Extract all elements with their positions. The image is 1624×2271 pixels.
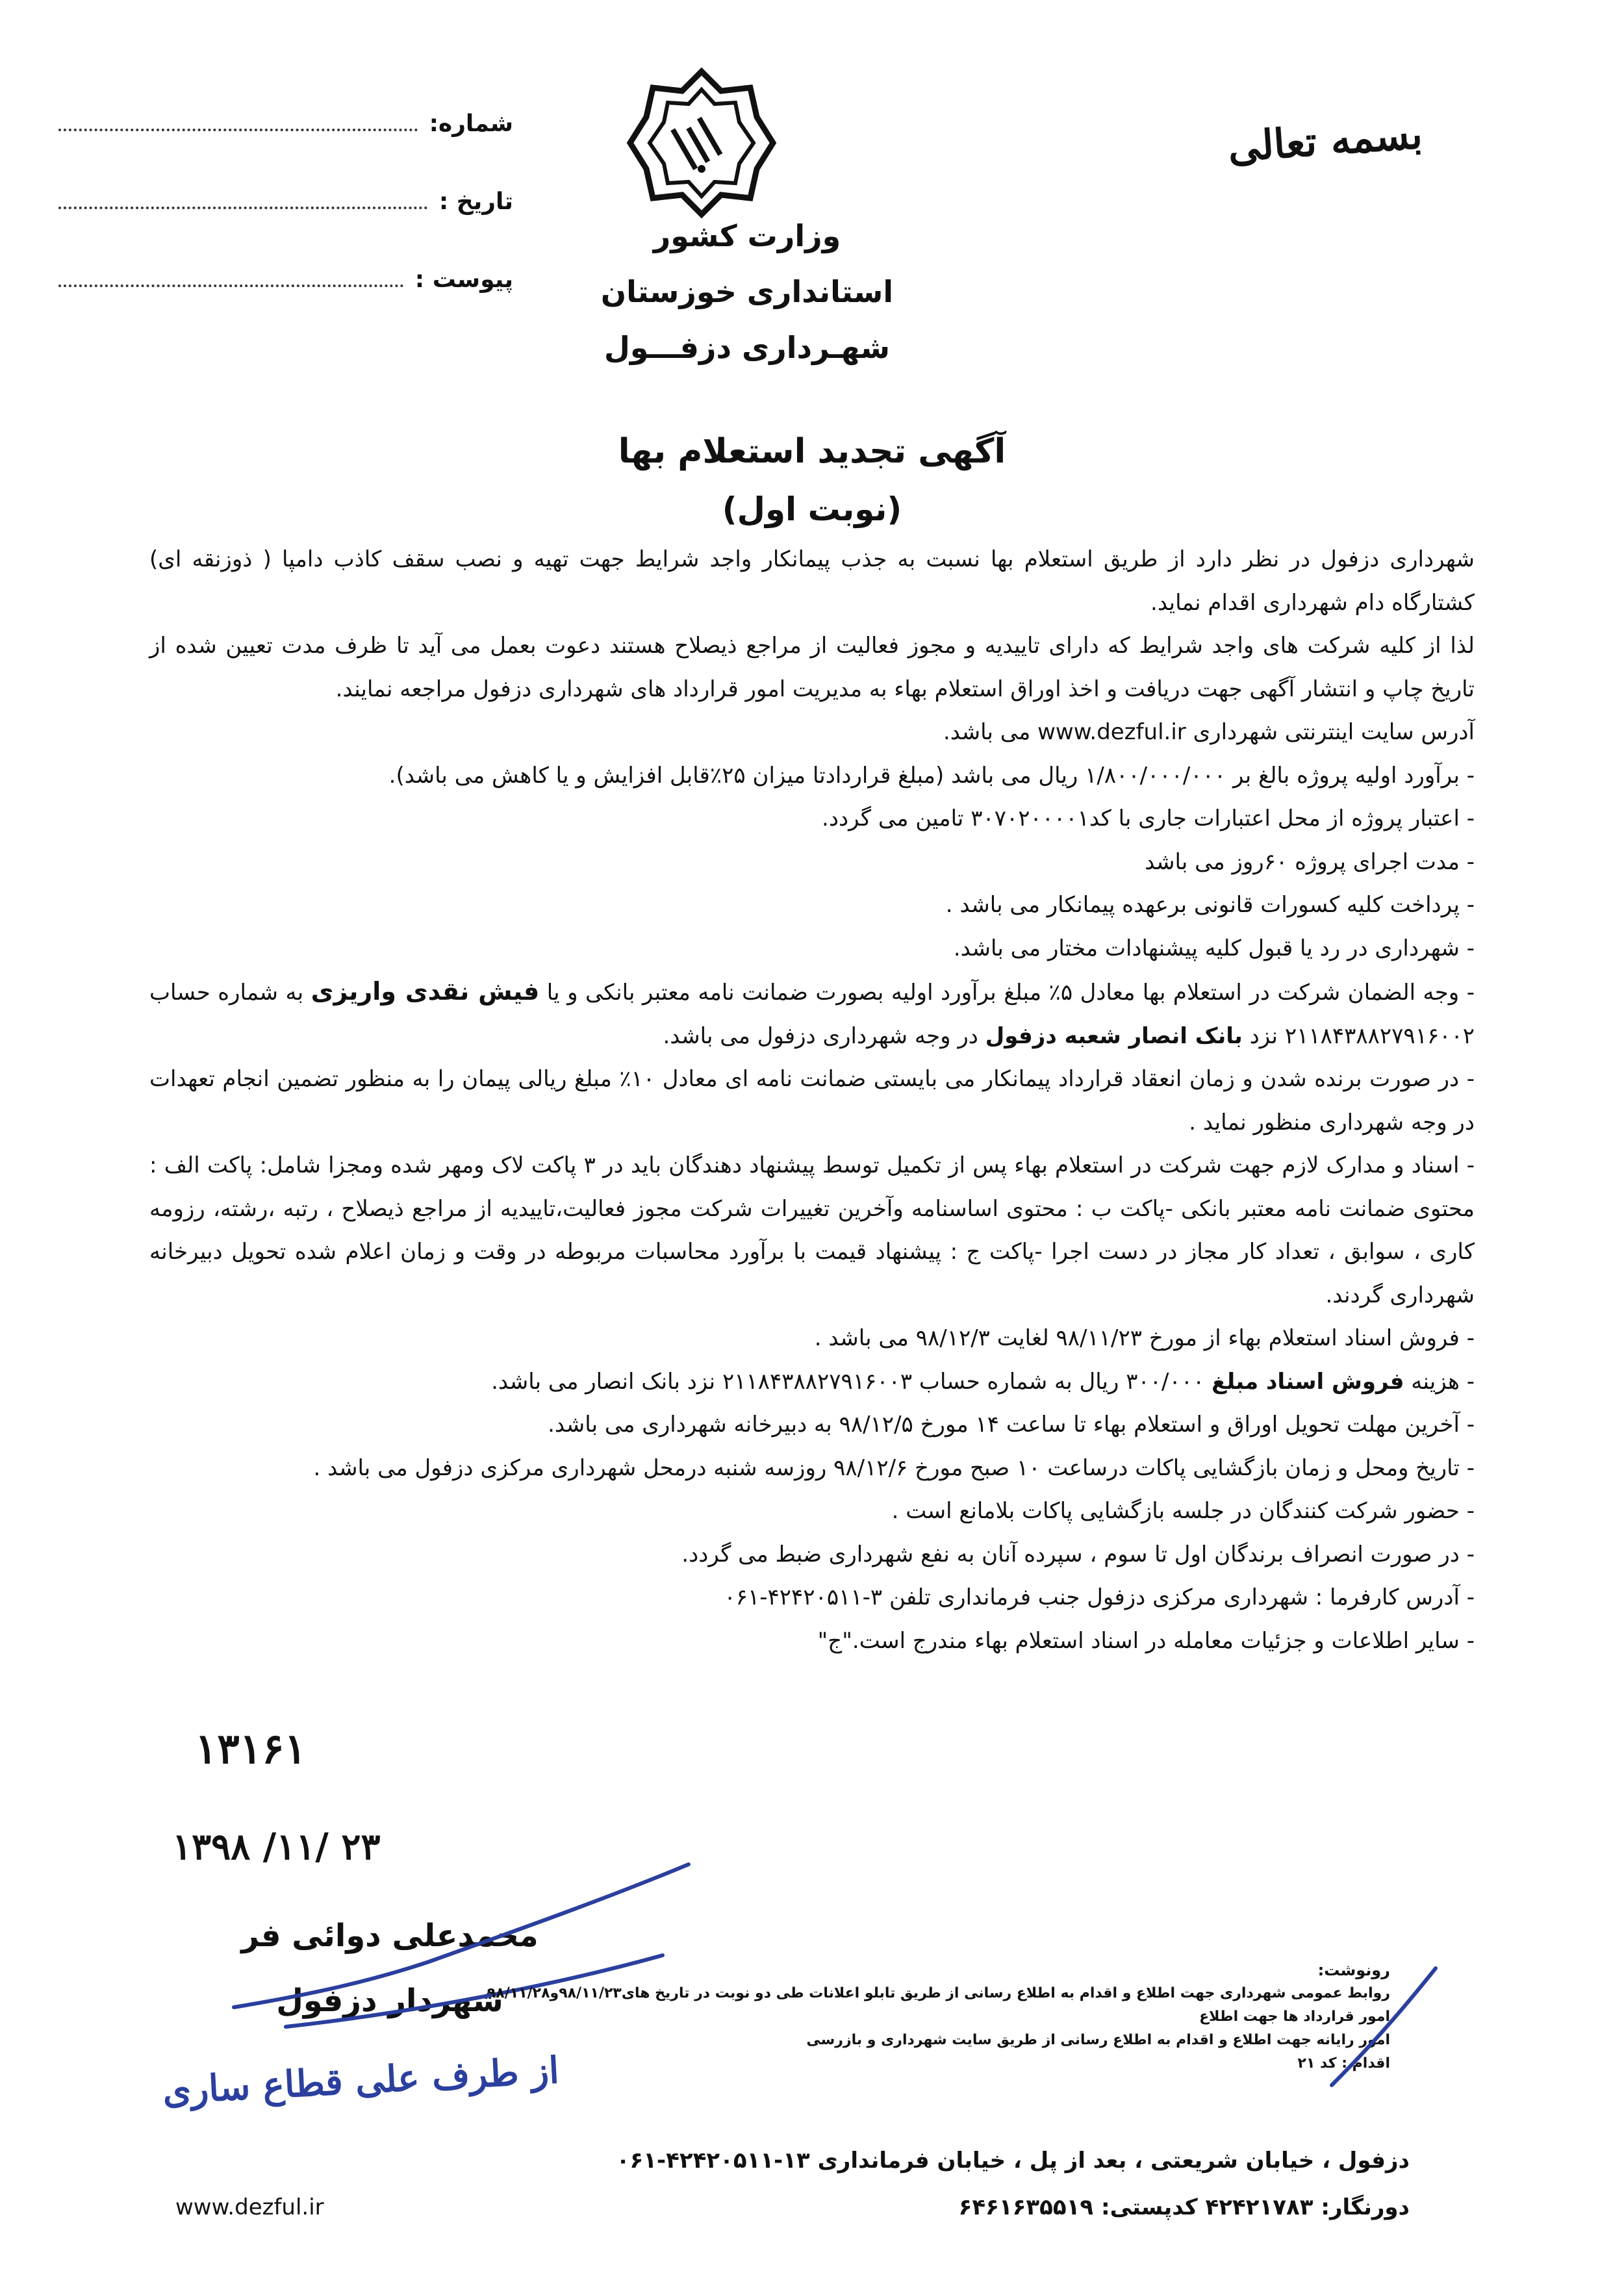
website-line: آدرس سایت اینترنتی شهرداری www.dezful.ir می باشد. (943, 719, 1475, 745)
intro-paragraph: شهرداری دزفول در نظر دارد از طریق استعلام بها نسبت به جذب پیمانکار واجد شرایط جهت تهیه و نصب سقف کاذب دامپا ( ذوزنقه ای) کشتارگاه دام شهرداری اقدام نماید. (149, 546, 1475, 616)
cc-block (286, 1959, 1390, 2075)
number-dots (58, 129, 418, 131)
withdrawal-line: - در صورت انصراف برندگان اول تا سوم ، سپرده آنان به نفع شهرداری ضبط می گردد. (681, 1541, 1475, 1567)
date-dots (58, 207, 427, 209)
signatory-position: شهردار دزفول (276, 1983, 503, 2019)
attachment-dots (58, 285, 403, 287)
municipality-name: شهـرداری دزفـــول (603, 330, 891, 365)
documents-paragraph: - اسناد و مدارک لازم جهت شرکت در استعلام بهاء پس از تکمیل توسط پیشنهاد دهندگان باید در ۳ پاکت لاک ومهر شده ومجزا شامل: پاکت الف : محتوی ضمانت نامه معتبر بانکی -پاکت ب : محتوی اساسنامه وآخرین تغییرات شرکت مجوز فعالیت،تاییدیه از مراجع ذیصلاح ، رتبه ،رشته، رزومه کاری ، سوابق ، تعداد کار مجاز در دست اجرا -پاکت ج : پیشنهاد قیمت با برآورد محاسبات مربوطه در وقت و زمان اعلام شده تحویل دبیرخانه شهرداری گردند. (149, 1152, 1475, 1308)
notice-body (149, 538, 1475, 1662)
number-label: شماره: (429, 110, 513, 137)
document-cost-emphasis: فروش اسناد مبلغ (1212, 1368, 1404, 1395)
bank-name-emphasis: بانک انصار شعبه دزفول (985, 1022, 1243, 1049)
cc-line: امور رایانه جهت اطلاع و اقدام به اطلاع رسانی از طریق سایت شهرداری و بازرسی (806, 2032, 1390, 2048)
footer-fax-postal: دورنگار: ۴۲۴۲۱۷۸۳ کدپستی: ۶۴۶۱۶۳۵۵۱۹ (958, 2194, 1410, 2220)
condition-item: - مدت اجرای پروژه ۶۰روز می باشد (1145, 848, 1475, 875)
handwritten-date: ۱۳۹۸ /۱۱/ ۲۳ (172, 1825, 381, 1868)
attachment-label: پیوست : (414, 266, 513, 293)
condition-item: - برآورد اولیه پروژه بالغ بر ۱/۸۰۰/۰۰۰/۰۰۰ ریال می باشد (مبلغ قراردادتا میزان ۲۵٪قابل افزایش و یا کاهش می باشد). (388, 762, 1475, 789)
employer-address-line: - آدرس کارفرما : شهرداری مرکزی دزفول جنب فرمانداری تلفن ۳-۴۲۴۲۰۵۱۱-۰۶۱ (724, 1584, 1475, 1610)
notice-subtitle: (نوبت اول) (722, 490, 902, 528)
guarantee-paragraph: - وجه الضمان شرکت در استعلام بها معادل ۵٪ مبلغ برآورد اولیه بصورت ضمانت نامه معتبر بانکی و یا فیش نقدی واریزی به شماره حساب ۲۱۱۸۴۳۸۸۲۷۹۱۶۰۰۲ نزد بانک انصار شعبه دزفول در وجه شهرداری دزفول می باشد. (149, 977, 1475, 1049)
organization-block (520, 208, 974, 375)
governorate-name: استانداری خوزستان (600, 274, 894, 309)
basmala: بسمه تعالی (1226, 110, 1425, 171)
cc-action-code: اقدام : کد ۲۱ (1297, 2055, 1390, 2072)
sale-period-line: - فروش اسناد استعلام بهاء از مورخ ۹۸/۱۱/۲۳ لغایت ۹۸/۱۲/۳ می باشد . (814, 1325, 1475, 1351)
number-field (58, 101, 513, 146)
invitation-paragraph: لذا از کلیه شرکت های واجد شرایط که دارای تاییدیه و مجوز فعالیت از مراجع ذیصلاح هستند دعوت بعمل می آید تا ظرف مدت تعیین شده از تاریخ چاپ و انتشار آگهی جهت دریافت و اخذ اوراق استعلام بهاء به مدیریت امور قرارداد های شهرداری دزفول مراجعه نمایند. (149, 633, 1475, 702)
condition-item: - شهرداری در رد یا قبول کلیه پیشنهادات مختار می باشد. (953, 935, 1475, 961)
performance-guarantee-paragraph: - در صورت برنده شدن و زمان انعقاد قرارداد پیمانکار می بایستی ضمانت نامه ای معادل ۱۰٪ مبلغ ریالی پیمان را به منظور تضمین انجام تعهدات در وجه شهرداری منظور نماید . (149, 1066, 1475, 1136)
footer-address: دزفول ، خیابان شریعتی ، بعد از پل ، خیابان فرمانداری ۱۳-۴۲۴۲۰۵۱۱-۰۶۱ (616, 2148, 1410, 2174)
cc-check-stroke (1325, 1962, 1442, 2092)
opening-line: - تاریخ ومحل و زمان بازگشایی پاکات درساعت ۱۰ صبح مورخ ۹۸/۱۲/۶ روزسه شنبه درمحل شهرداری مرکزی دزفول می باشد . (313, 1454, 1475, 1481)
footer-block (175, 2137, 1410, 2231)
date-label: تاریخ : (438, 188, 513, 215)
cash-receipt-emphasis: فیش نقدی واریزی (311, 977, 540, 1006)
presence-line: - حضور شرکت کنندگان در جلسه بازگشایی پاکات بلامانع است . (891, 1498, 1475, 1524)
attachment-field (58, 257, 513, 302)
other-info-line: - سایر اطلاعات و جزئیات معامله در اسناد استعلام بهاء مندرج است."ج" (817, 1627, 1475, 1654)
notice-title: آگهی تجدید استعلام بها (618, 432, 1006, 471)
handwritten-note: از طرف علی قطاع ساری (161, 2049, 561, 2112)
cc-label: رونوشت: (1317, 1961, 1390, 1979)
deadline-line: - آخرین مهلت تحویل اوراق و استعلام بهاء تا ساعت ۱۴ مورخ ۹۸/۱۲/۵ به دبیرخانه شهرداری می باشد. (548, 1412, 1475, 1438)
cc-line: روابط عمومی شهرداری جهت اطلاع و اقدام به اطلاع رسانی از طریق تابلو اعلانات طی دو نوبت در تاریخ های۹۸/۱۱/۲۳و۹۸/۱۱/۲۸ (487, 1985, 1390, 2001)
date-field (58, 179, 513, 224)
handwritten-number: ۱۳۱۶۱ (195, 1725, 307, 1773)
municipality-logo (624, 65, 780, 221)
cc-line: امور قرارداد ها جهت اطلاع (1199, 2009, 1390, 2025)
document-cost-line: - هزینه فروش اسناد مبلغ ۳۰۰/۰۰۰ ریال به شماره حساب ۲۱۱۸۴۳۸۸۲۷۹۱۶۰۰۳ نزد بانک انصار می باشد. (491, 1368, 1475, 1395)
ministry-name: وزارت کشور (653, 218, 841, 253)
condition-item: - پرداخت کلیه کسورات قانونی برعهده پیمانکار می باشد . (945, 892, 1475, 918)
signatory-name: محمدعلی دوائی فر (241, 1918, 539, 1954)
footer-website: www.dezful.ir (175, 2194, 324, 2220)
footer-contact (175, 2184, 1410, 2231)
condition-item: - اعتبار پروژه از محل اعتبارات جاری با کد۳۰۷۰۲۰۰۰۰۱ تامین می گردد. (822, 806, 1475, 831)
